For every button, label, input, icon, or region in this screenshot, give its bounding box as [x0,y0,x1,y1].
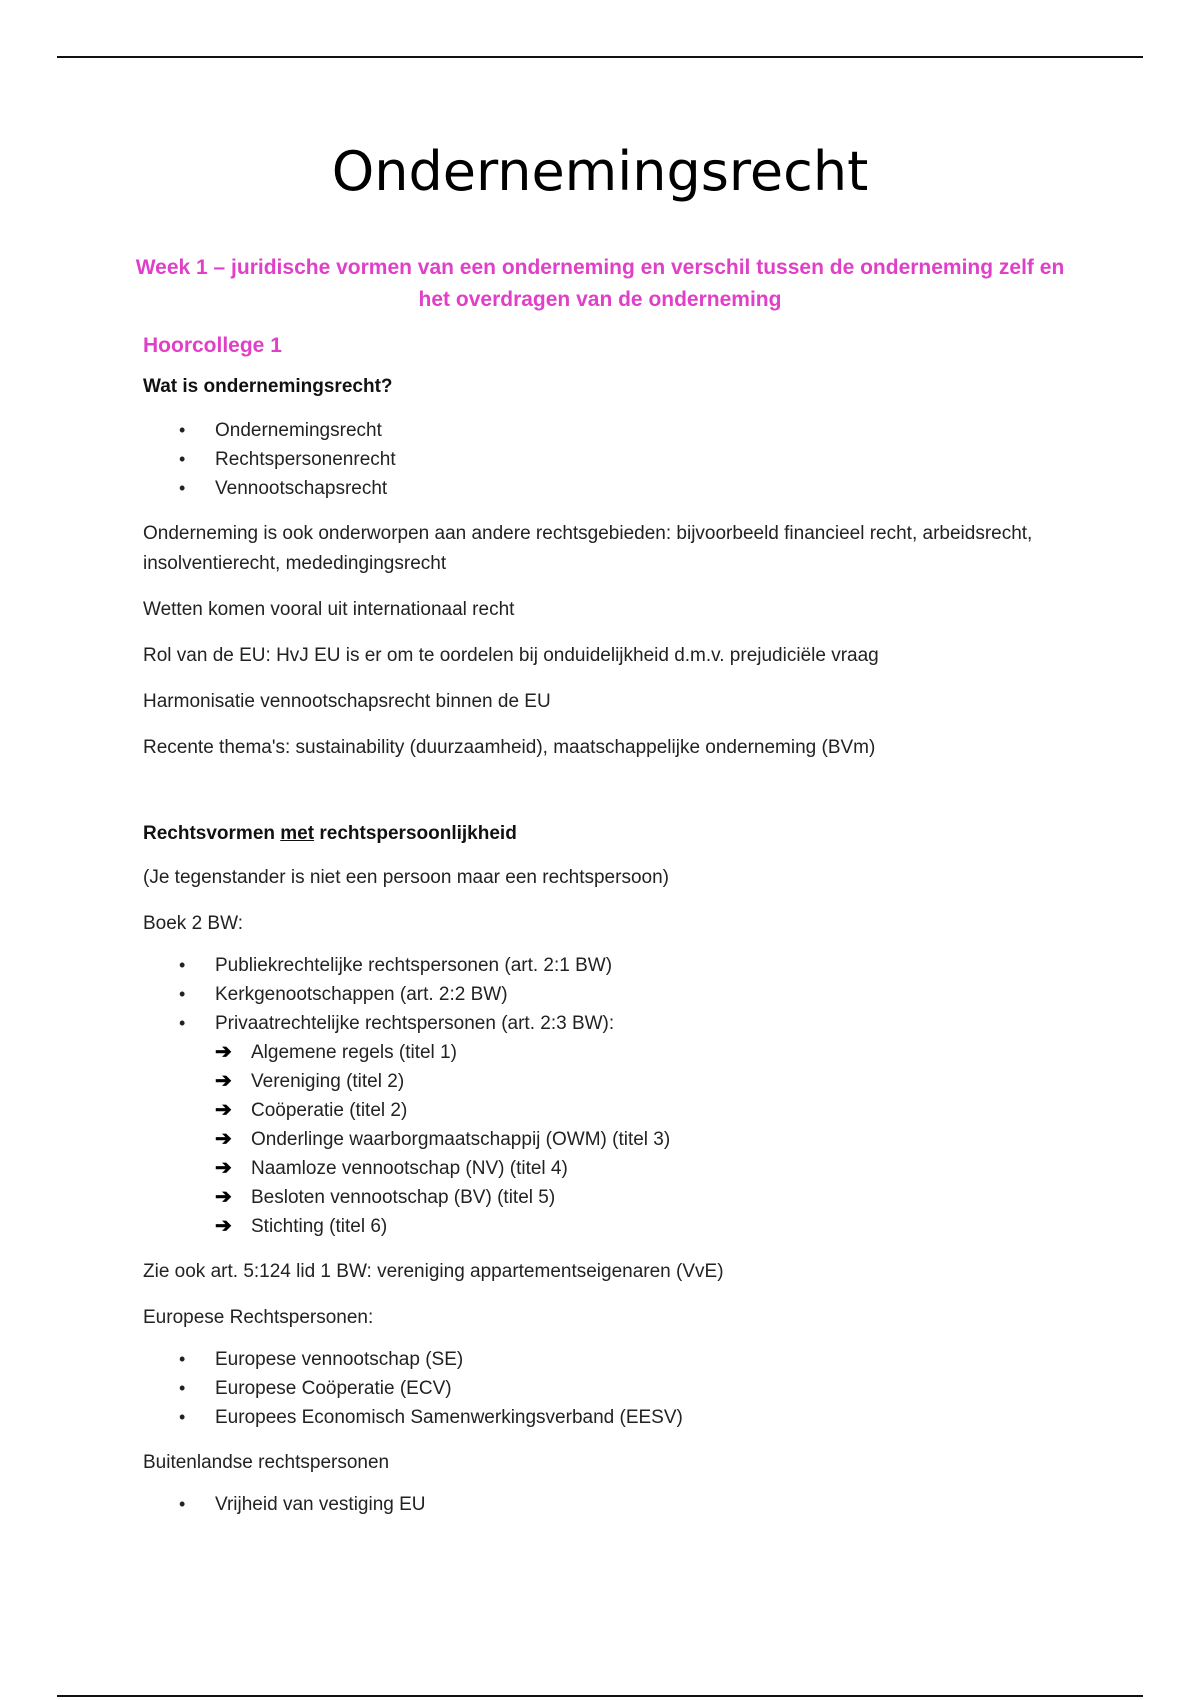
bullet-icon: • [179,420,186,440]
paragraph: Recente thema's: sustainability (duurzaamheid), maatschappelijke onderneming (BVm) [143,737,876,758]
list-item [143,474,1143,503]
section-heading-rechtsvormen [143,823,1143,845]
list-item [143,416,1143,445]
arrow-right-icon: ➔ [215,1099,232,1121]
arrow-item-text: Stichting (titel 6) [251,1216,388,1237]
paragraph: Harmonisatie vennootschapsrecht binnen de EU [143,691,551,712]
arrow-right-icon: ➔ [215,1128,232,1150]
bullet-icon: • [179,449,186,469]
arrow-item [215,1183,1143,1212]
heading-text: rechtspersoonlijkheid [314,823,517,844]
arrow-item [215,1125,1143,1154]
list-item-text: Privaatrechtelijke rechtspersonen (art. 2:3 BW): [215,1013,615,1034]
arrow-item [215,1038,1143,1067]
bullet-icon: • [179,955,186,975]
bullet-icon: • [179,478,186,498]
paragraph: Zie ook art. 5:124 lid 1 BW: vereniging appartementseigenaren (VvE) [143,1261,724,1282]
arrow-right-icon: ➔ [215,1041,232,1063]
european-label: Europese Rechtspersonen: [143,1307,374,1328]
arrow-item [215,1212,1143,1241]
bullet-icon: • [179,1378,186,1398]
arrow-item-text: Vereniging (titel 2) [251,1071,405,1092]
list-item [143,980,1143,1009]
list-item [143,951,1143,980]
bullet-icon: • [179,1494,186,1514]
arrow-item-text: Besloten vennootschap (BV) (titel 5) [251,1187,556,1208]
list-item-text: Europese vennootschap (SE) [215,1349,464,1370]
list-item-text: Europees Economisch Samenwerkingsverband (EESV) [215,1407,683,1428]
list-item [143,1345,1143,1374]
list-item-text: Europese Coöperatie (ECV) [215,1378,452,1399]
arrow-item-text: Onderlinge waarborgmaatschappij (OWM) (titel 3) [251,1129,671,1150]
list-item [143,1403,1143,1432]
book-label: Boek 2 BW: [143,913,243,934]
foreign-label: Buitenlandse rechtspersonen [143,1452,390,1473]
list-item-text: Ondernemingsrecht [215,420,382,441]
list-item-text: Publiekrechtelijke rechtspersonen (art. 2:1 BW) [215,955,613,976]
lecture-heading: Hoorcollege 1 [143,334,282,357]
bullet-icon: • [179,984,186,1004]
arrow-right-icon: ➔ [215,1157,232,1179]
bullet-icon: • [179,1349,186,1369]
arrow-right-icon: ➔ [215,1215,232,1237]
list-item [143,1490,1143,1519]
note-paragraph: (Je tegenstander is niet een persoon maar een rechtspersoon) [143,867,669,888]
arrow-item-text: Algemene regels (titel 1) [251,1042,457,1063]
week-heading: Week 1 – juridische vormen van een onderneming en verschil tussen de onderneming zelf en het overdragen van de onderneming [135,256,1065,311]
arrow-item [215,1067,1143,1096]
list-item-text: Rechtspersonenrecht [215,449,396,470]
list-item [143,445,1143,474]
paragraph: Wetten komen vooral uit internationaal recht [143,599,515,620]
document-body [143,334,1143,1535]
bullet-icon: • [179,1013,186,1033]
list-item-text: Vrijheid van vestiging EU [215,1494,426,1515]
spacer [143,779,1143,823]
arrow-item-text: Coöperatie (titel 2) [251,1100,408,1121]
bullet-icon: • [179,1407,186,1427]
list-item [143,1009,1143,1241]
heading-underlined-text: met [280,823,315,844]
heading-text: Rechtsvormen [143,823,281,844]
paragraph: Rol van de EU: HvJ EU is er om te oordelen bij onduidelijkheid d.m.v. prejudiciële vraag [143,645,879,666]
bullet-list [143,951,1143,1241]
bottom-rule [57,1695,1143,1697]
paragraph: Onderneming is ook onderworpen aan andere rechtsgebieden: bijvoorbeeld financieel recht, arbeidsrecht, insolventierecht, mededingingsrecht [143,523,1033,574]
bullet-list [143,416,1143,503]
arrow-right-icon: ➔ [215,1186,232,1208]
list-item-text: Vennootschapsrecht [215,478,388,499]
bullet-list [143,1490,1143,1519]
list-item-text: Kerkgenootschappen (art. 2:2 BW) [215,984,508,1005]
top-rule [57,56,1143,58]
section-heading-wat-is: Wat is ondernemingsrecht? [143,376,393,397]
bullet-list [143,1345,1143,1432]
list-item [143,1374,1143,1403]
arrow-item-text: Naamloze vennootschap (NV) (titel 4) [251,1158,568,1179]
arrow-item [215,1154,1143,1183]
document-title: Ondernemingsrecht [331,140,869,203]
arrow-right-icon: ➔ [215,1070,232,1092]
arrow-list [215,1038,1143,1241]
arrow-item [215,1096,1143,1125]
